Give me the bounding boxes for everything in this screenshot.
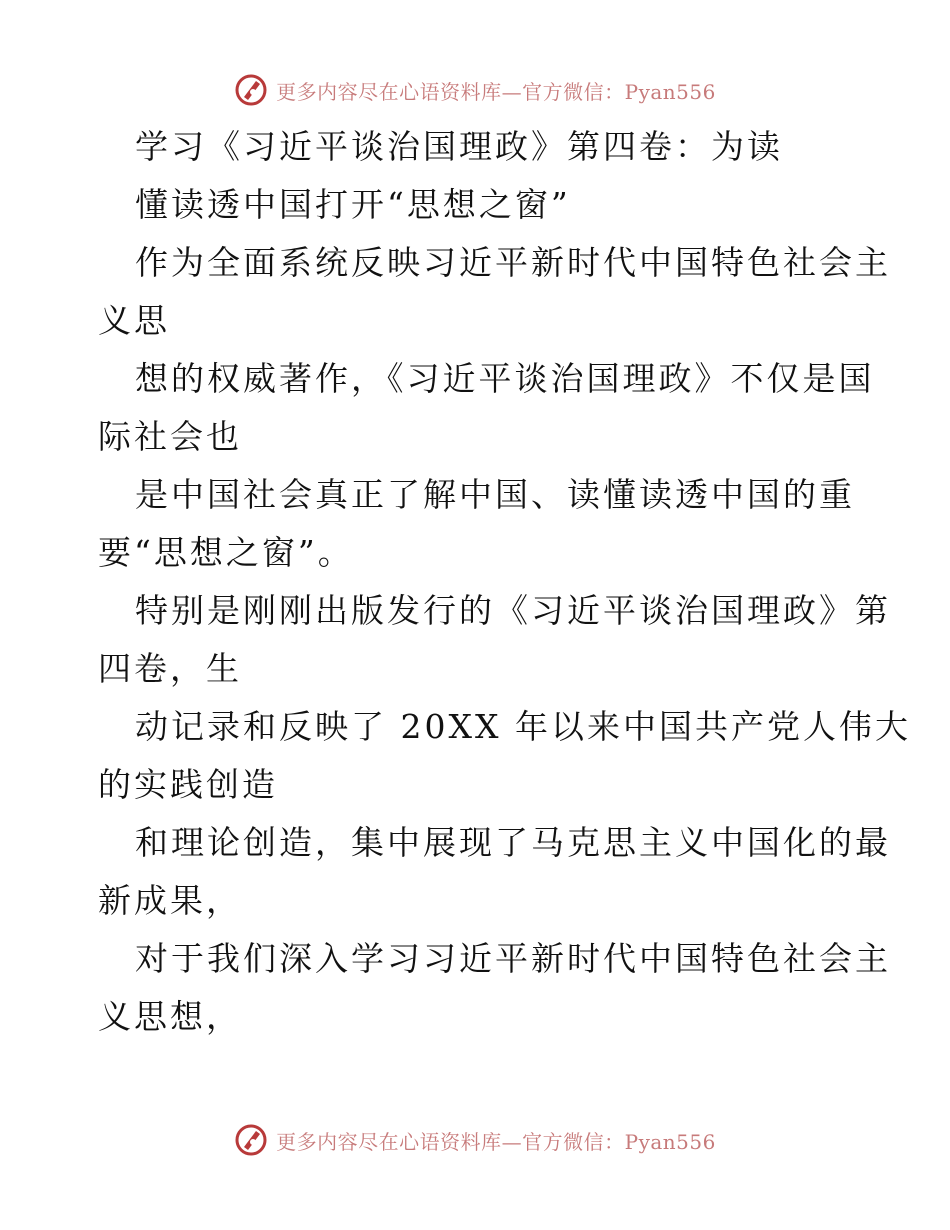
pen-logo-icon bbox=[234, 73, 268, 107]
text-line: 际社会也 bbox=[98, 417, 242, 456]
text-line: 特别是刚刚出版发行的《习近平谈治国理政》第 bbox=[135, 591, 891, 630]
text-line: 学习《习近平谈治国理政》第四卷：为读 bbox=[135, 127, 783, 166]
document-body bbox=[98, 118, 911, 1046]
text-line: 动记录和反映了 20XX 年以来中国共产党人伟大 bbox=[135, 707, 911, 746]
text-line: 懂读透中国打开“思想之窗” bbox=[135, 185, 571, 224]
text-line: 作为全面系统反映习近平新时代中国特色社会主 bbox=[135, 243, 891, 282]
text-line: 对于我们深入学习习近平新时代中国特色社会主 bbox=[135, 939, 891, 978]
text-line: 义思 bbox=[98, 301, 170, 340]
text-line: 新成果， bbox=[98, 881, 242, 920]
watermark-text: 更多内容尽在心语资料库—官方微信：Pyan556 bbox=[276, 1129, 716, 1154]
text-line: 义思想， bbox=[98, 997, 242, 1036]
pen-logo-icon bbox=[234, 1123, 268, 1157]
text-line: 四卷，生 bbox=[98, 649, 242, 688]
text-line: 想的权威著作，《习近平谈治国理政》不仅是国 bbox=[135, 359, 875, 398]
watermark-text: 更多内容尽在心语资料库—官方微信：Pyan556 bbox=[276, 79, 716, 104]
text-line: 要“思想之窗”。 bbox=[98, 533, 354, 572]
text-line: 和理论创造，集中展现了马克思主义中国化的最 bbox=[135, 823, 891, 862]
footer-watermark bbox=[0, 1120, 950, 1160]
text-line: 是中国社会真正了解中国、读懂读透中国的重 bbox=[135, 475, 855, 514]
text-line: 的实践创造 bbox=[98, 765, 278, 804]
header-watermark bbox=[0, 70, 950, 110]
